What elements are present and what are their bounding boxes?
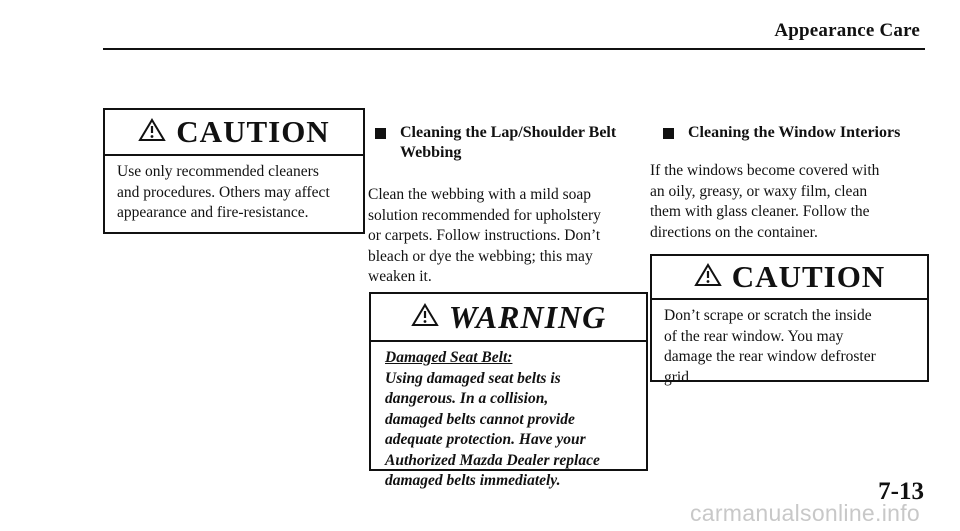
caution-title: CAUTION [731,259,886,294]
text-line: and procedures. Others may affect [117,183,330,201]
text-line: damaged belts immediately. [385,472,561,489]
text-line: Use only recommended cleaners [117,163,319,180]
warning-triangle-icon [411,303,439,332]
text-line: of the rear window. You may [664,327,844,345]
caution-box-right [650,254,929,386]
section-window [650,123,933,243]
caution-triangle-icon [694,263,722,292]
text-line: Don’t scrape or scratch the inside [664,307,872,324]
caution-header [105,110,363,156]
page-number: 7-13 [878,478,924,505]
caution-box-left [103,108,365,234]
text-line: appearance and fire-resistance. [117,204,309,221]
square-bullet-icon [375,128,386,139]
section-heading [375,123,645,163]
heading-line: Webbing [400,144,462,161]
text-line: or carpets. Follow instructions. Don’t [368,227,601,244]
text-line: them with glass cleaner. Follow the [650,203,870,220]
text-line: grid. [664,368,693,386]
heading-line: Cleaning the Lap/Shoulder Belt [400,124,617,141]
warning-header [371,294,646,342]
warning-text [371,342,646,494]
watermark: carmanualsonline.info [689,500,920,526]
text-line: solution recommended for upholstery [368,206,601,224]
caution-text [652,300,927,390]
caution-text [105,156,363,226]
caution-title: CAUTION [176,114,330,149]
section-belt [368,123,645,288]
warning-title: WARNING [448,298,607,335]
text-line: If the windows become covered with [650,162,880,179]
text-line: bleach or dye the webbing; this may [368,247,593,265]
text-line: directions on the container. [650,223,818,241]
caution-header [652,256,927,300]
text-line: weaken it. [368,268,432,285]
text-line: Using damaged seat belts is [385,369,561,387]
text-line: damaged belts cannot provide [385,410,575,428]
text-line: adequate protection. Have your [385,431,586,448]
text-line: an oily, greasy, or waxy film, clean [650,182,868,200]
caution-triangle-icon [138,118,166,147]
heading-line: Cleaning the Window Interiors [688,124,901,141]
section-heading [663,123,933,143]
warning-box [369,292,648,489]
warning-subtitle: Damaged Seat Belt: [385,349,513,366]
text-line: dangerous. In a collision, [385,390,549,407]
text-line: damage the rear window defroster [664,348,876,365]
text-line: Authorized Mazda Dealer replace [385,451,600,469]
running-header: Appearance Care [774,20,920,41]
header-rule [103,48,925,50]
section-paragraph [368,185,645,288]
square-bullet-icon [663,128,674,139]
section-paragraph [650,161,933,243]
text-line: Clean the webbing with a mild soap [368,186,591,203]
